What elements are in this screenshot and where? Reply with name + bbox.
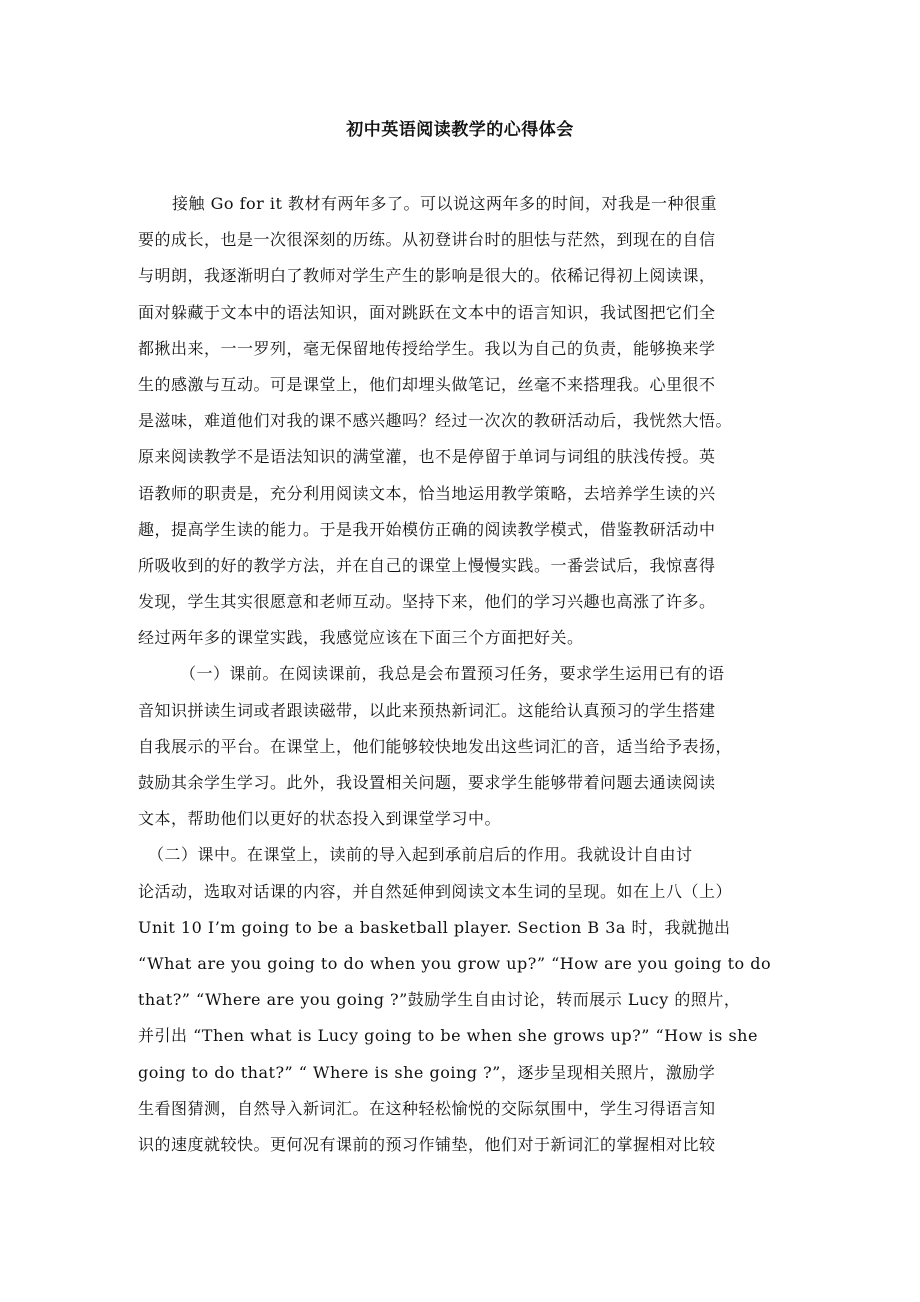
- text-line: 经过两年多的课堂实践，我感觉应该在下面三个方面把好关。: [138, 628, 584, 648]
- text-line: 音知识拼读生词或者跟读磁带，以此来预热新词汇。这能给认真预习的学生搭建: [138, 700, 716, 720]
- text-line: 趣，提高学生读的能力。于是我开始模仿正确的阅读教学模式，借鉴教研活动中: [138, 519, 716, 539]
- text-line: 并引出 “Then what is Lucy going to be when she grows up?” “How is she: [138, 1026, 758, 1046]
- text-line: 是滋味，难道他们对我的课不感兴趣吗？经过一次次的教研活动后，我恍然大悟。: [138, 411, 733, 431]
- text-line: （二）课中。在课堂上，读前的导入起到承前启后的作用。我就设计自由讨: [148, 845, 693, 865]
- text-line: 识的速度就较快。更何况有课前的预习作铺垫，他们对于新词汇的掌握相对比较: [138, 1134, 716, 1154]
- text-line: 论活动，选取对话课的内容，并自然延伸到阅读文本生词的呈现。如在上八（上）: [138, 881, 733, 901]
- text-line: Unit 10 I’m going to be a basketball player. Section B 3a 时，我就抛出: [138, 917, 731, 937]
- text-line: “What are you going to do when you grow up?” “How are you going to do: [138, 953, 772, 973]
- text-line: 与明朗，我逐渐明白了教师对学生产生的影响是很大的。依稀记得初上阅读课，: [138, 266, 716, 286]
- text-line: 鼓励其余学生学习。此外，我设置相关问题，要求学生能够带着问题去通读阅读: [138, 773, 716, 792]
- text-line: 发现，学生其实很愿意和老师互动。坚持下来，他们的学习兴趣也高涨了许多。: [138, 592, 716, 612]
- text-line: 文本，帮助他们以更好的状态投入到课堂学习中。: [138, 809, 502, 829]
- text-line: 要的成长，也是一次很深刻的历练。从初登讲台时的胆怯与茫然，到现在的自信: [138, 230, 716, 250]
- text-line: 生看图猜测，自然导入新词汇。在这种轻松愉悦的交际氛围中，学生习得语言知: [138, 1098, 716, 1118]
- text-line: 原来阅读教学不是语法知识的满堂灌，也不是停留于单词与词组的肤浅传授。英: [138, 447, 716, 467]
- text-line: 生的感激与互动。可是课堂上，他们却埋头做笔记，丝毫不来搭理我。心里很不: [138, 374, 716, 394]
- text-line: going to do that?” “ Where is she going ?”，逐步呈现相关照片，激励学: [138, 1062, 716, 1082]
- text-line: 面对躲藏于文本中的语法知识，面对跳跃在文本中的语言知识，我试图把它们全: [138, 302, 716, 322]
- document-title: 初中英语阅读教学的心得体会: [346, 120, 574, 140]
- text-line: 语教师的职责是，充分利用阅读文本，恰当地运用教学策略，去培养学生读的兴: [138, 483, 716, 503]
- text-line: （一）课前。在阅读课前，我总是会布置预习任务，要求学生运用已有的语: [180, 664, 725, 684]
- text-line: 接触 Go for it 教材有两年多了。可以说这两年多的时间，对我是一种很重: [172, 194, 718, 213]
- text-line: 都揪出来，一一罗列，毫无保留地传授给学生。我以为自己的负责，能够换来学: [138, 338, 716, 358]
- text-line: that?” “Where are you going ?”鼓励学生自由讨论，转而展示 Lucy 的照片，: [138, 990, 741, 1010]
- text-line: 所吸收到的好的教学方法，并在自己的课堂上慢慢实践。一番尝试后，我惊喜得: [138, 555, 716, 575]
- text-line: 自我展示的平台。在课堂上，他们能够较快地发出这些词汇的音，适当给予表扬，: [138, 736, 733, 756]
- document-body: [138, 186, 784, 1163]
